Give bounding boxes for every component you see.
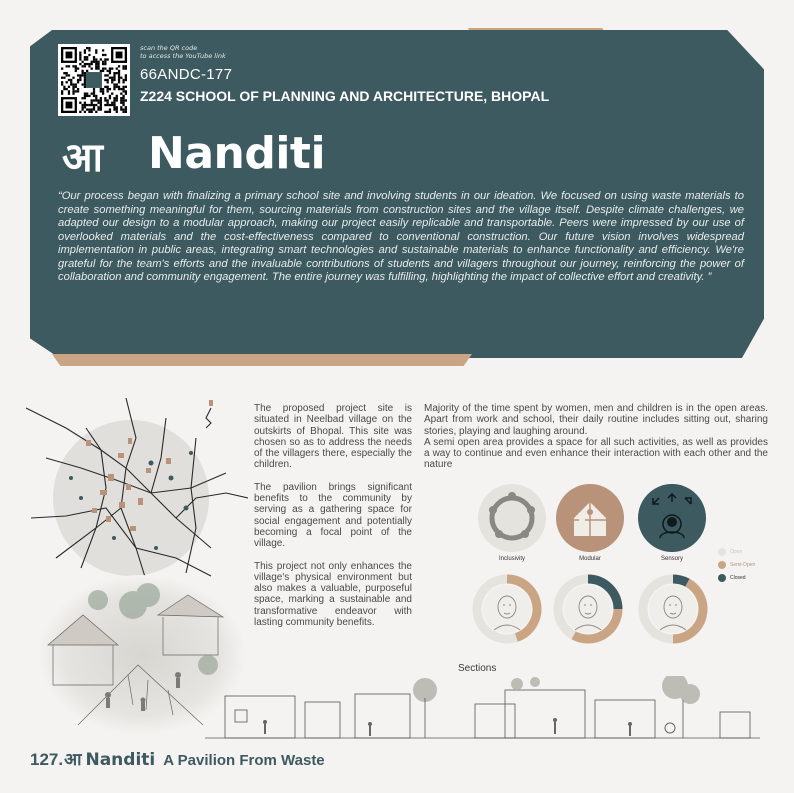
inclusivity-circle (478, 484, 546, 552)
space-legend (718, 545, 755, 584)
footer-project-name: Nanditi (85, 750, 156, 770)
school-name: Z224 SCHOOL OF PLANNING AND ARCHITECTURE, BHOPAL (140, 88, 550, 104)
sections-drawing (205, 676, 760, 742)
sensory-circle (638, 484, 706, 552)
concept-label-modular: Modular (579, 556, 601, 562)
legend-open (718, 545, 755, 558)
footer-number: 127. (30, 750, 64, 769)
footer-hindi-letter: आ (64, 750, 82, 770)
usage-paragraph-2: A semi open area provides a space for all such activities, as well as provides a way to continue and even enhance their interaction with each other and the nature (424, 436, 768, 471)
modular-circle (556, 484, 624, 552)
ring-segment-closed (673, 579, 687, 583)
footer-tagline: A Pavilion From Waste (163, 752, 325, 769)
site-paragraph-1: The proposed project site is situated in Neelbad village on the outskirts of Bhopal. This site was chosen so as to address the needs of the villagers there, especially the children. (254, 403, 412, 471)
legend-semi-open (718, 558, 755, 571)
usage-description (424, 403, 768, 471)
legend-swatch (718, 574, 726, 582)
legend-label: Open (730, 548, 743, 555)
people-circle-icon (478, 484, 546, 552)
site-map (26, 398, 248, 580)
sections-label: Sections (458, 663, 497, 674)
site-description (254, 403, 412, 639)
usage-paragraph-1: Majority of the time spent by women, men and children is in the open areas. Apart from work and school, their daily routine includes sitting out, sharing stories, playing and laughing around. (424, 403, 768, 437)
usage-ring-men (470, 572, 544, 646)
usage-ring-children (636, 572, 710, 646)
legend-label: Closed (730, 574, 746, 581)
qr-caption-line2: to access the YouTube link (140, 52, 226, 60)
concept-label-inclusivity: Inclusivity (498, 556, 525, 562)
team-code: 66ANDC-177 (140, 66, 233, 83)
decorative-strip-bottom (52, 354, 472, 366)
sensory-icon (638, 484, 706, 552)
legend-swatch (718, 561, 726, 569)
qr-caption (140, 44, 226, 60)
legend-swatch (718, 548, 726, 556)
legend-label: Semi-Open (730, 561, 756, 568)
title-hindi-letter: आ (62, 135, 103, 181)
concept-label-sensory: Sensory (660, 556, 683, 562)
site-paragraph-2: The pavilion brings significant benefits to the community by serving as a gathering space for social engagement and potentially becoming a focal point of the village. (254, 481, 412, 550)
project-title: Nanditi (148, 128, 326, 179)
qr-caption-line1: scan the QR code (140, 44, 198, 52)
puzzle-house-icon (556, 484, 624, 552)
qr-code-icon[interactable] (58, 44, 130, 116)
legend-closed (718, 571, 755, 584)
site-paragraph-3: This project not only enhances the village's physical environment but also makes a valuable, purposeful space, marking a sustainable and transformative endeavor with lasting community benefits. (254, 560, 412, 629)
footer-title (30, 747, 325, 770)
usage-ring-women (551, 572, 625, 646)
project-quote: “Our process began with finalizing a primary school site and involving students in our ideation. We focused on using waste materials to create something meaningful for them, sourcing materials from construction sites and the village itself. Despite climate challenges, we adapted our design to a modular approach, making our project easily replicable and transportable. Peers were impressed by our use of overlooked materials and the cost-effectiveness compared to conventional construction. Our future vision involves widespread implementation in public areas, integrating smart technologies and sustainable materials to enhance functionality and efficiency. We're grateful for the team's efforts and the invaluable contributions of students and villagers throughout our journey, reinforcing the power of collaboration and community engagement. The entire journey was fulfilling, highlighting the impact of collective effort and creativity. ” (58, 190, 744, 283)
